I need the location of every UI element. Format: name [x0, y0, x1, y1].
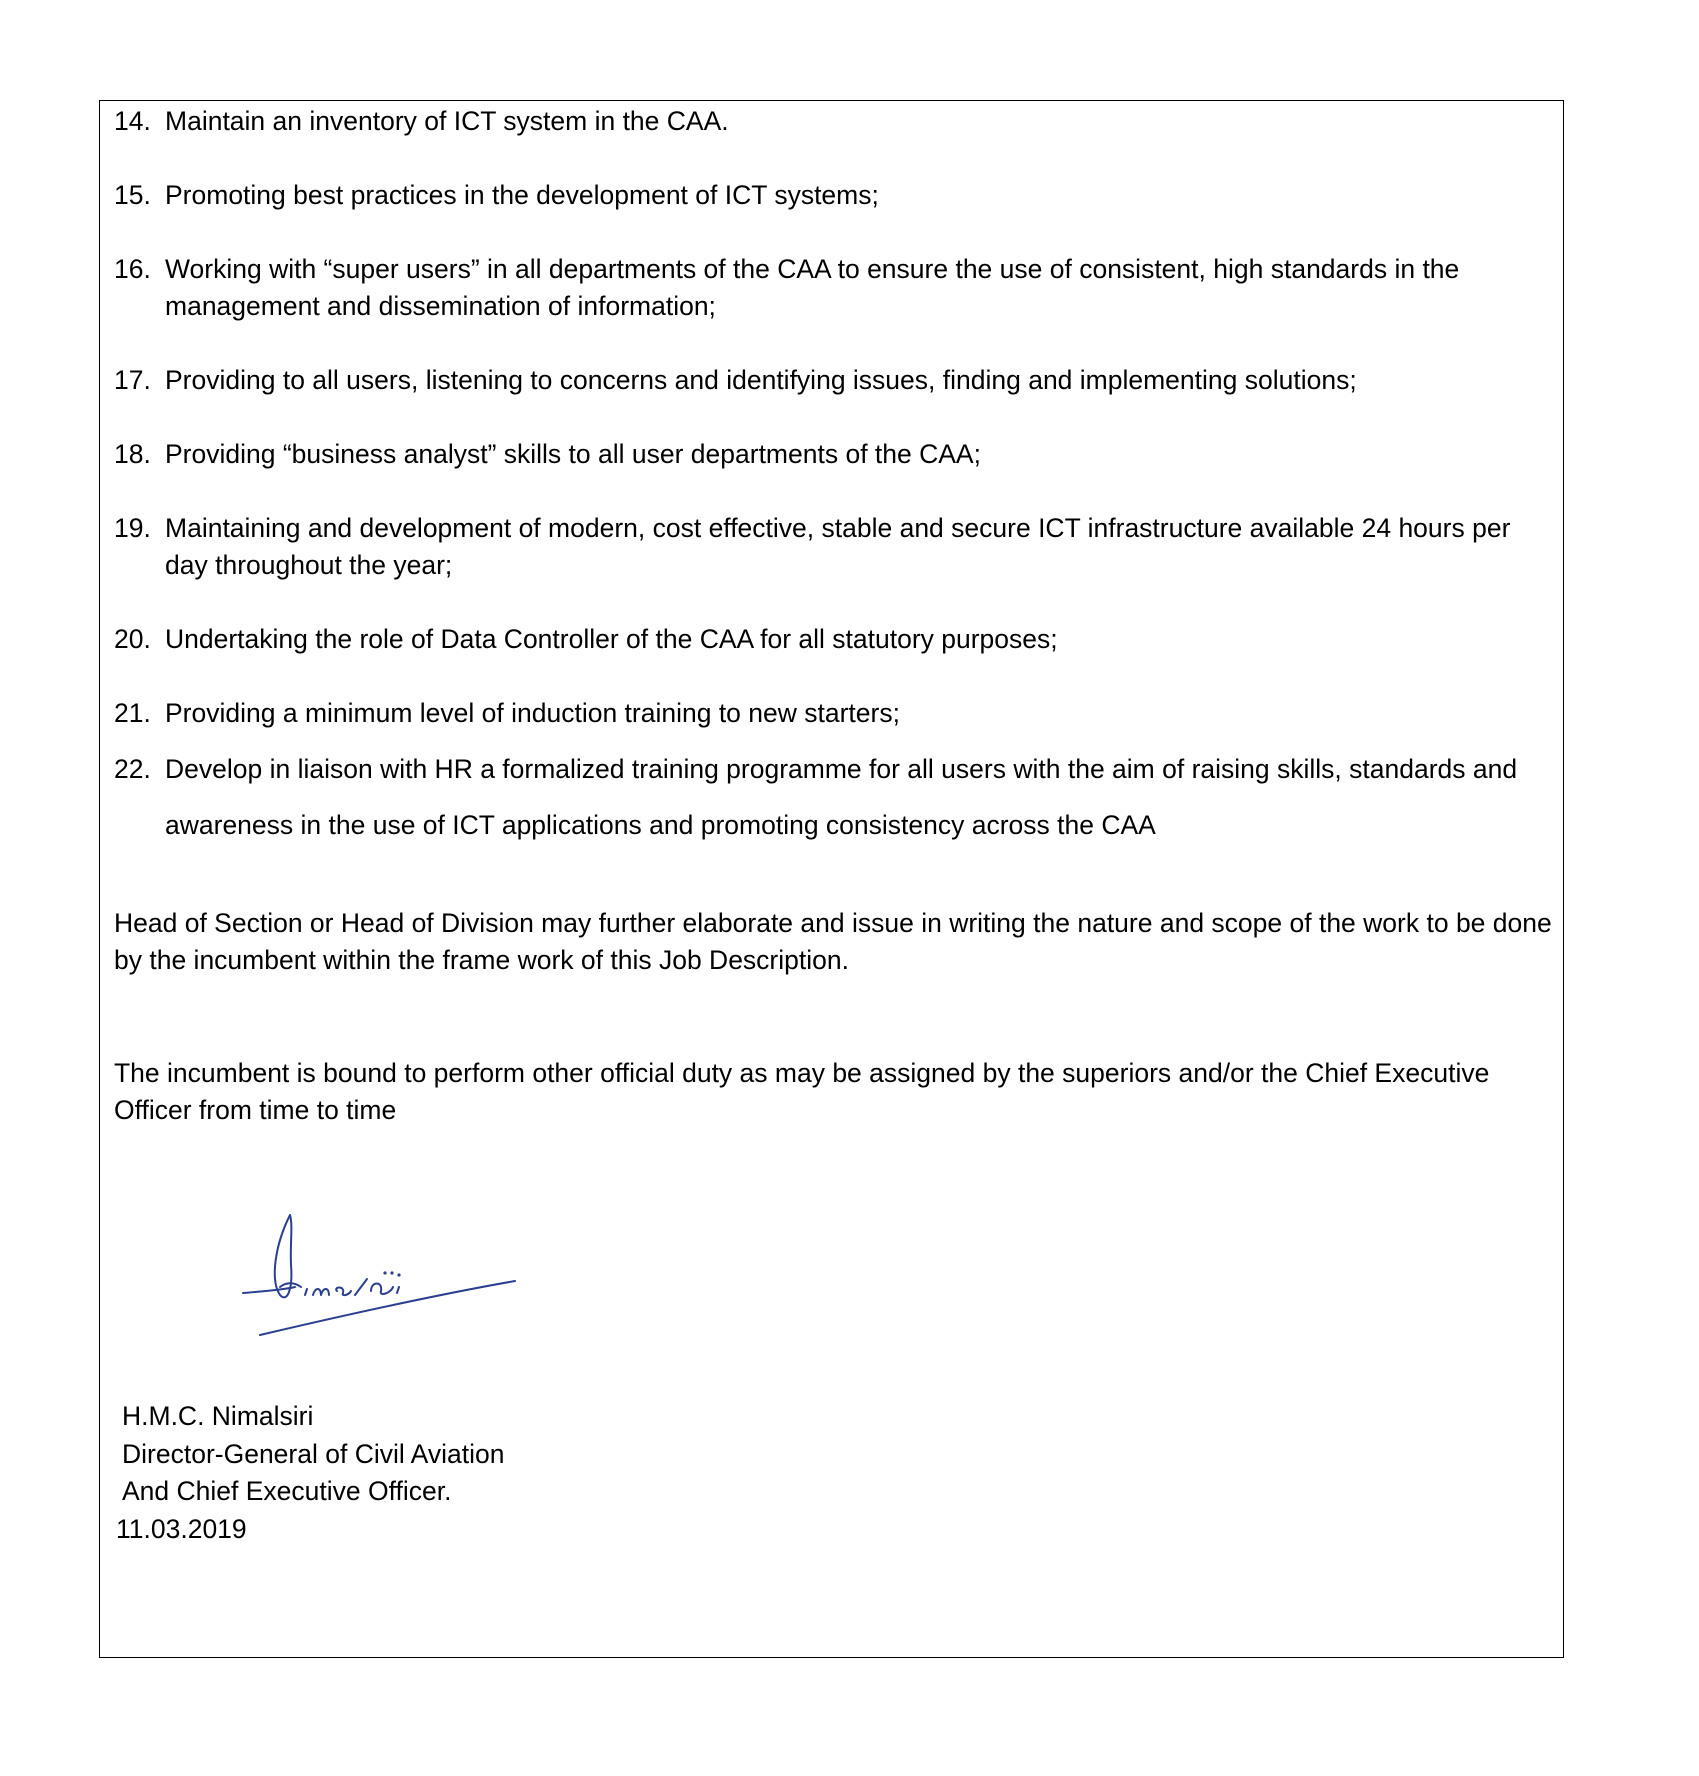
list-item-number: 18.: [114, 439, 151, 469]
list-item: [114, 510, 1559, 584]
signatory-block: [116, 1398, 505, 1548]
list-item-text: Providing to all users, listening to concerns and identifying issues, finding and implementing solutions;: [165, 365, 1357, 395]
incumbent-duty-paragraph: The incumbent is bound to perform other official duty as may be assigned by the superiors and/or the Chief Executive Officer from time to time: [114, 1058, 1490, 1125]
list-item: [114, 177, 1559, 214]
list-item-text: Promoting best practices in the development of ICT systems;: [165, 180, 879, 210]
list-item-number: 20.: [114, 624, 151, 654]
signatory-name: H.M.C. Nimalsiri: [122, 1401, 314, 1431]
signatory-title-line1: Director-General of Civil Aviation: [122, 1438, 505, 1469]
signatory-title-line2: And Chief Executive Officer.: [122, 1476, 452, 1506]
signatory-date: 11.03.2019: [116, 1513, 247, 1544]
list-item-text: Undertaking the role of Data Controller of the CAA for all statutory purposes;: [165, 624, 1058, 654]
list-item: [114, 103, 1559, 140]
head-of-section-paragraph: Head of Section or Head of Division may further elaborate and issue in writing the nature and scope of the work to be done by the incumbent within the frame work of this Job Description.: [114, 908, 1552, 975]
list-item: [114, 436, 1559, 473]
list-item: [114, 695, 1559, 732]
list-item: [114, 621, 1559, 658]
list-item-text: Providing “business analyst” skills to all user departments of the CAA;: [165, 439, 981, 469]
list-item-number: 22.: [114, 754, 151, 784]
list-item-number: 19.: [114, 513, 151, 543]
list-item-number: 16.: [114, 254, 151, 284]
duty-list: [114, 103, 1559, 890]
list-item-number: 17.: [114, 365, 151, 395]
list-item-text: Develop in liaison with HR a formalized training programme for all users with the aim of raising skills, standards and awareness in the use of ICT applications and promoting consistency across the CAA: [165, 754, 1518, 840]
list-item: [114, 362, 1559, 399]
list-item-number: 15.: [114, 180, 151, 210]
list-item-number: 14.: [114, 106, 151, 136]
list-item-text: Maintaining and development of modern, cost effective, stable and secure ICT infrastructure available 24 hours per day throughout the year;: [165, 513, 1511, 580]
list-item: [114, 741, 1559, 853]
list-item-text: Providing a minimum level of induction training to new starters;: [165, 698, 900, 728]
signature-image: [235, 1195, 525, 1355]
list-item-number: 21.: [114, 698, 151, 728]
list-item-text: Working with “super users” in all departments of the CAA to ensure the use of consistent, high standards in the management and dissemination of information;: [165, 254, 1460, 321]
list-item-text: Maintain an inventory of ICT system in the CAA.: [165, 106, 729, 136]
list-item: [114, 251, 1559, 325]
